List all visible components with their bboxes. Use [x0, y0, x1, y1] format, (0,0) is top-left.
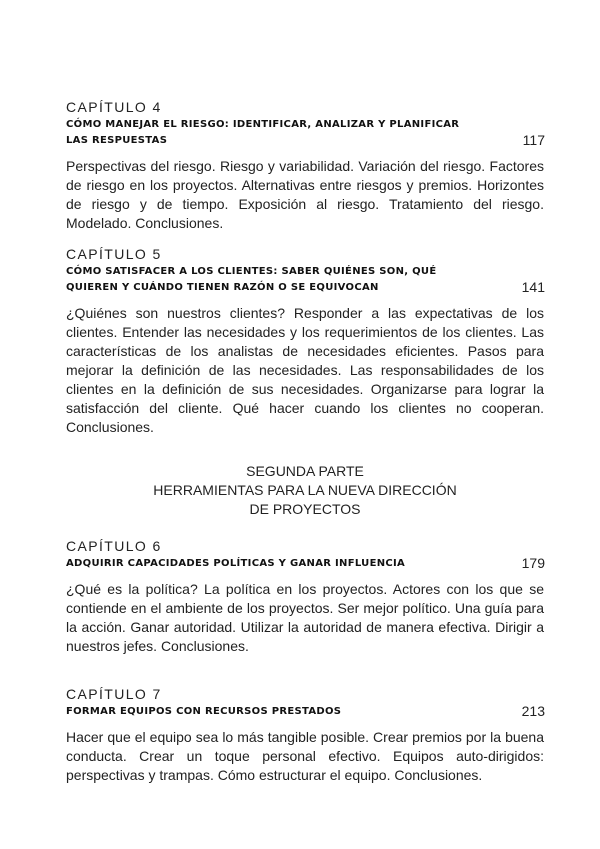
- page-number: 117: [522, 132, 545, 148]
- chapter-title: CÓMO SATISFACER A LOS CLIENTES: SABER QUIÉNES SON, QUÉ QUIEREN Y CUÁNDO TIENEN RAZÓN O SE EQUIVOCAN: [66, 266, 437, 293]
- part-heading: [66, 462, 544, 519]
- chapter-summary: Hacer que el equipo sea lo más tangible posible. Crear premios por la buena conducta. Crear un toque personal efectivo. Equipos auto-dirigidos: perspectivas y trampas. Cómo estructurar el equipo. Conclusiones.: [66, 729, 544, 783]
- toc-entry-chapter-5: [66, 245, 544, 437]
- toc-entry-chapter-4: [66, 98, 544, 233]
- chapter-title-row: [66, 556, 544, 572]
- chapter-label: CAPÍTULO 7: [66, 686, 162, 702]
- part-title-line-1: HERRAMIENTAS PARA LA NUEVA DIRECCIÓN: [153, 482, 457, 498]
- chapter-summary: Perspectivas del riesgo. Riesgo y variabilidad. Variación del riesgo. Factores de riesgo en los proyectos. Alternativas entre riesgos y premios. Horizontes de riesgo y de tiempo. Exposición al riesgo. Tratamiento del riesgo. Modelado. Conclusiones.: [66, 158, 544, 231]
- chapter-title: ADQUIRIR CAPACIDADES POLÍTICAS Y GANAR INFLUENCIA: [66, 558, 406, 569]
- chapter-label: CAPÍTULO 6: [66, 538, 162, 554]
- toc-entry-chapter-6: [66, 537, 544, 656]
- chapter-label: CAPÍTULO 5: [66, 246, 162, 262]
- page-number: 179: [521, 555, 545, 571]
- chapter-summary: ¿Quiénes son nuestros clientes? Responder a las expectativas de los clientes. Entender las necesidades y los requerimientos de los clientes. Las características de los analistas de necesidades eficientes. Pasos para mejorar la definición de las necesidades. Las responsabilidades de los clientes en la definición de sus necesidades. Organizarse para lograr la satisfacción del cliente. Qué hacer cuando los clientes no cooperan. Conclusiones.: [66, 305, 544, 435]
- chapter-title-row: [66, 264, 544, 296]
- page-number: 141: [521, 279, 545, 295]
- chapter-summary: ¿Qué es la política? La política en los proyectos. Actores con los que se contiende en el ambiente de los proyectos. Ser mejor político. Una guía para la acción. Ganar autoridad. Utilizar la autoridad de manera efectiva. Dirigir a nuestros jefes. Conclusiones.: [66, 581, 544, 654]
- page-number: 213: [521, 703, 545, 719]
- part-number: SEGUNDA PARTE: [246, 463, 364, 479]
- chapter-title: CÓMO MANEJAR EL RIESGO: IDENTIFICAR, ANALIZAR Y PLANIFICAR LAS RESPUESTAS: [66, 119, 460, 146]
- chapter-title: FORMAR EQUIPOS CON RECURSOS PRESTADOS: [66, 706, 342, 717]
- chapter-title-row: [66, 117, 544, 149]
- chapter-title-row: [66, 704, 544, 720]
- chapter-label: CAPÍTULO 4: [66, 99, 162, 115]
- toc-entry-chapter-7: [66, 685, 544, 785]
- part-title-line-2: DE PROYECTOS: [249, 501, 361, 517]
